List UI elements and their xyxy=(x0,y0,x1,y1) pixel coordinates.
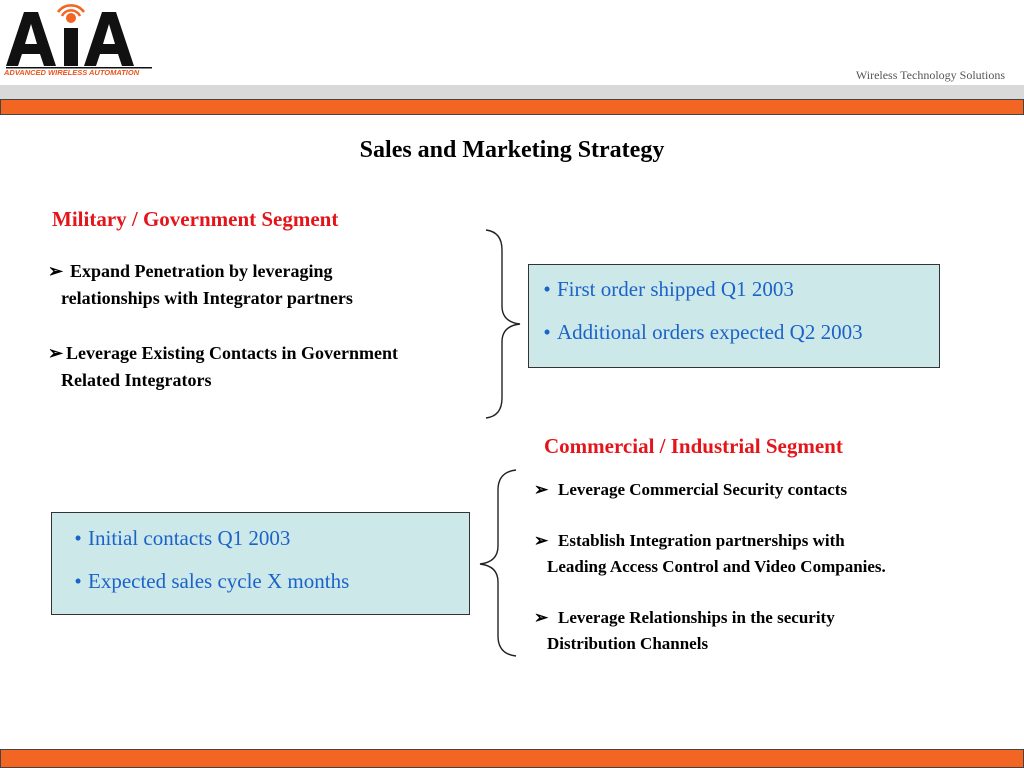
commercial-bullet-1: ➢ Leverage Commercial Security contacts xyxy=(534,477,1004,503)
arrow-bullet-icon: ➢ xyxy=(534,531,549,550)
footer-orange-bar xyxy=(0,749,1024,768)
arrow-bullet-icon: ➢ xyxy=(48,261,64,281)
military-bullet-list xyxy=(48,258,498,394)
military-status-item-1: • First order shipped Q1 2003 xyxy=(543,277,794,301)
company-tagline: Wireless Technology Solutions xyxy=(855,68,1005,82)
commercial-bullet-list xyxy=(534,477,1004,657)
commercial-bullet-2: ➢ Establish Integration partnerships with Leading Access Control and Video Companies. xyxy=(534,528,1004,580)
military-status-item-2: • Additional orders expected Q2 2003 xyxy=(543,320,863,344)
slide-title: Sales and Marketing Strategy xyxy=(359,137,665,163)
commercial-segment-heading: Commercial / Industrial Segment xyxy=(544,434,843,458)
commercial-status-item-1: • Initial contacts Q1 2003 xyxy=(74,526,291,550)
commercial-bullet-3: ➢ Leverage Relationships in the security Distribution Channels xyxy=(534,605,1004,657)
header-orange-bar xyxy=(0,99,1024,115)
commercial-status-item-2: • Expected sales cycle X months xyxy=(74,569,350,593)
curly-brace-icon xyxy=(476,468,520,658)
military-status-box xyxy=(528,264,940,368)
header-grey-band xyxy=(0,85,1024,99)
arrow-bullet-icon: ➢ xyxy=(48,343,64,363)
arrow-bullet-icon: ➢ xyxy=(534,608,549,627)
military-segment-heading: Military / Government Segment xyxy=(52,207,339,231)
military-bullet-2: ➢ Leverage Existing Contacts in Government Related Integrators xyxy=(48,340,498,394)
arrow-bullet-icon: ➢ xyxy=(534,480,549,499)
curly-brace-icon xyxy=(482,228,526,420)
military-bullet-1: ➢ Expand Penetration by leveraging relationships with Integrator partners xyxy=(48,258,498,312)
logo-subtitle: ADVANCED WIRELESS AUTOMATION xyxy=(4,68,140,77)
commercial-status-box xyxy=(51,512,470,615)
